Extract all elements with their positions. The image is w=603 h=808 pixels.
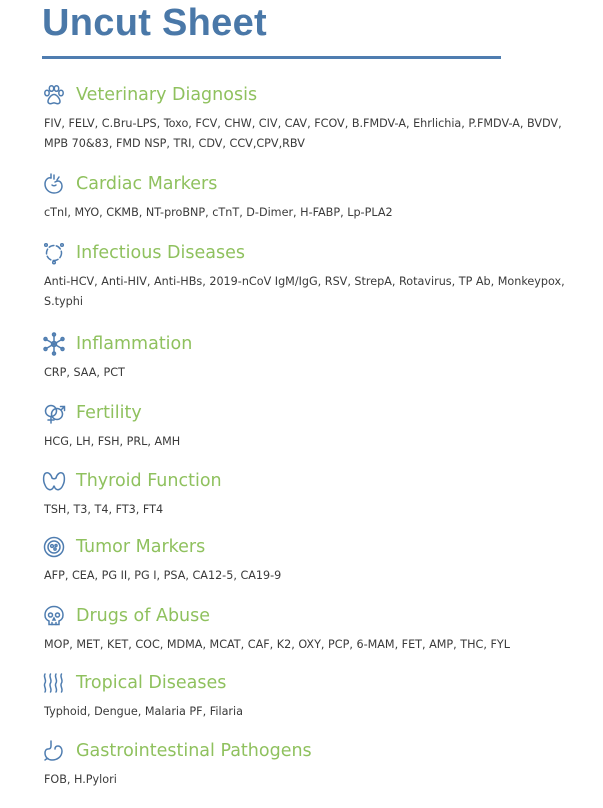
gender-icon [42,401,66,425]
section-items: Anti-HCV, Anti-HIV, Anti-HBs, 2019-nCoV IgM/IgG, RSV, StrepA, Rotavirus, TP Ab, Monkeypox, S.typhi [44,275,565,308]
title-divider [42,56,501,59]
section-items: CRP, SAA, PCT [44,366,125,379]
section-gastrointestinal-pathogens [42,738,582,790]
section-heading: Tropical Diseases [76,673,227,693]
page-title: Uncut Sheet [42,2,267,44]
cell-icon [42,535,66,559]
heart-icon [42,172,66,196]
section-heading: Thyroid Function [76,471,222,491]
thyroid-icon [42,469,66,493]
paw-icon [42,83,66,107]
section-items: Typhoid, Dengue, Malaria PF, Filaria [44,705,243,718]
section-inflammation [42,331,582,383]
section-heading: Veterinary Diagnosis [76,85,258,105]
section-infectious-diseases [42,240,582,312]
section-drugs-of-abuse [42,603,582,655]
section-items: MOP, MET, KET, COC, MDMA, MCAT, CAF, K2, OXY, PCP, 6-MAM, FET, AMP, THC, FYL [44,638,510,651]
section-thyroid-function [42,468,582,520]
virus-icon [42,241,66,265]
section-items: FOB, H.Pylori [44,773,117,786]
section-items: TSH, T3, T4, FT3, FT4 [44,503,164,516]
section-heading: Drugs of Abuse [76,606,211,626]
snowflake-icon [42,332,66,356]
section-heading: Inflammation [76,334,193,354]
section-heading: Fertility [76,403,142,423]
section-tumor-markers [42,534,582,586]
section-heading: Cardiac Markers [76,174,218,194]
heat-waves-icon [42,671,66,695]
section-items: cTnI, MYO, CKMB, NT-proBNP, cTnT, D-Dimer, H-FABP, Lp-PLA2 [44,206,393,219]
skull-icon [42,604,66,628]
section-heading: Tumor Markers [76,537,206,557]
section-heading: Infectious Diseases [76,243,245,263]
section-cardiac-markers [42,171,582,223]
section-tropical-diseases [42,670,582,722]
section-items: HCG, LH, FSH, PRL, AMH [44,435,181,448]
stomach-icon [42,739,66,763]
section-heading: Gastrointestinal Pathogens [76,741,312,761]
section-fertility [42,400,582,452]
section-items: FIV, FELV, C.Bru-LPS, Toxo, FCV, CHW, CIV, CAV, FCOV, B.FMDV-A, Ehrlichia, P.FMDV-A, BVDV, MPB 70&83, FMD NSP, TRI, CDV, CCV,CPV,RBV [44,117,562,150]
section-items: AFP, CEA, PG II, PG I, PSA, CA12-5, CA19-9 [44,569,282,582]
section-veterinary-diagnosis [42,82,582,154]
